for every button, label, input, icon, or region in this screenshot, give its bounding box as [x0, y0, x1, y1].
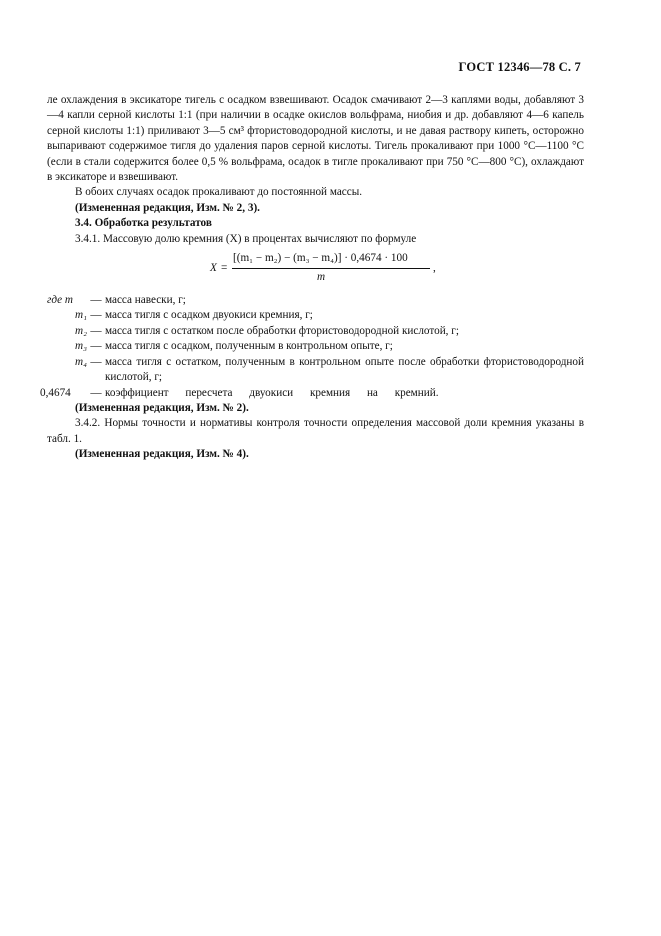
- definition-text: масса навески, г;: [105, 294, 186, 307]
- edit-note: (Измененная редакция, Изм. № 2, 3).: [75, 201, 260, 214]
- formula-numerator: [(m₁ − m₂) − (m₃ − m₄)] · 0,4674 · 100: [233, 252, 408, 265]
- definition-item: [47, 355, 584, 386]
- definition-symbol: где m: [47, 294, 74, 307]
- definitions-list: [40, 293, 584, 401]
- formula-comma: ,: [433, 262, 436, 275]
- definition-dash: —: [90, 324, 102, 337]
- definition-symbol: m₁: [75, 309, 87, 322]
- edit-note: (Измененная редакция, Изм. № 4).: [75, 448, 249, 461]
- definition-text: коэффициент пересчета двуокиси кремния на кремний.: [105, 386, 439, 399]
- document-body: [40, 93, 584, 463]
- formula-equals: =: [221, 262, 228, 275]
- paragraph-formula-intro: 3.4.1. Массовую долю кремния (X) в процентах вычисляют по формуле: [75, 232, 417, 245]
- definition-item: [47, 308, 584, 323]
- definition-dash: —: [90, 340, 102, 353]
- paragraph-continuation: ле охлаждения в эксикаторе тигель с осадком взвешивают. Осадок смачивают 2—3 каплями воды, добавляют 3—4 капли серной кислоты 1:1 (при наличии в осадке окислов вольфрама, ниобия и др. добавляют 4—6 капель серной кислоты 1:1) приливают 3—5 см³ фтористоводородной кислоты, и не давая раствору кипеть, осторожно выпаривают содержимое тигля до удаления паров серной кислоты. Тигель прокаливают при 1000 °С—1100 °С (если в стали содержится более 0,5 % вольфрама, осадок в тигле прокаливают при 750 °С—800 °С), охлаждают в эксикаторе и взвешивают.: [47, 94, 584, 184]
- definition-item: [40, 386, 584, 401]
- formula-lhs: X: [210, 262, 217, 275]
- page-header: ГОСТ 12346—78 С. 7: [458, 60, 581, 74]
- edit-note: (Измененная редакция, Изм. № 2).: [75, 401, 249, 414]
- definition-dash: —: [90, 355, 102, 368]
- definition-symbol: 0,4674: [40, 386, 71, 399]
- mass-fraction-formula: [47, 251, 584, 287]
- definition-item: [47, 339, 584, 354]
- fraction-bar: [232, 268, 430, 269]
- paragraph-accuracy: 3.4.2. Нормы точности и нормативы контроля точности определения массовой доли кремния указаны в табл. 1.: [47, 417, 584, 445]
- definition-symbol: m₂: [75, 324, 87, 337]
- definition-symbol: m₃: [75, 340, 87, 353]
- definition-text: масса тигля с осадком двуокиси кремния, г;: [105, 309, 313, 322]
- definition-dash: —: [90, 294, 102, 307]
- paragraph-constant-mass: В обоих случаях осадок прокаливают до постоянной массы.: [75, 186, 363, 199]
- definition-item: [47, 324, 584, 339]
- section-heading: 3.4. Обработка результатов: [75, 217, 212, 230]
- definition-text: масса тигля с осадком, полученным в контрольном опыте, г;: [105, 340, 393, 353]
- definition-dash: —: [90, 386, 102, 399]
- definition-text: масса тигля с остатком, полученным в контрольном опыте после обработки фтористоводородной кислотой, г;: [105, 355, 584, 384]
- definition-text: масса тигля с остатком после обработки фтористоводородной кислотой, г;: [105, 324, 459, 337]
- definition-symbol: m₄: [75, 355, 87, 368]
- definition-dash: —: [90, 309, 102, 322]
- definition-item: [47, 293, 584, 308]
- formula-denominator: m: [317, 271, 326, 284]
